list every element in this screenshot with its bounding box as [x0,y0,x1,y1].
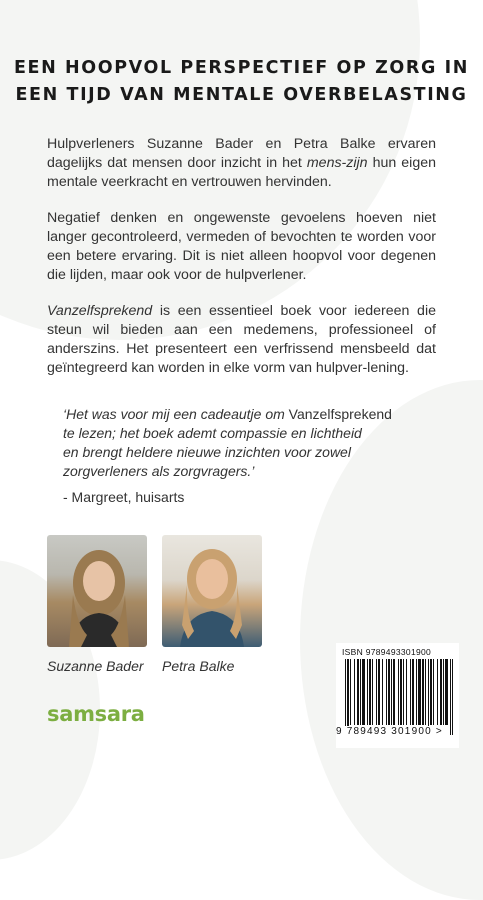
barcode-bar [345,659,346,735]
quote-line: te lezen; het boek ademt compassie en lichtheid [63,425,362,441]
author-caption: Suzanne Bader [47,658,144,674]
barcode-bar [403,659,404,725]
barcode-bar [433,659,434,725]
barcode-bar [378,659,380,725]
isbn-digits [336,726,458,737]
barcode-bar [369,659,371,725]
barcode-bar [367,659,368,725]
barcode-bar [386,659,387,725]
barcode-bar [437,659,438,725]
quote-line: en brengt heldere nieuwe inzichten voor zowel [63,444,351,460]
barcode-bar [445,659,448,725]
barcode-bar [354,659,355,725]
headline-line: EEN TIJD VAN MENTALE OVERBELASTING [15,85,468,105]
book-title: Vanzelfsprekend [288,406,392,422]
barcode-bar [430,659,432,725]
barcode-bar [428,659,429,735]
barcode-bar [406,659,407,725]
barcode-bar [450,659,451,735]
barcode-bar [452,659,453,735]
text: is een essentieel boek voor iedereen die steun wil bieden aan een medemens, professioneel of anderszins. Het presenteert een verfrissend mensbeeld dat geïntegreerd kan worden in elke vorm van hulpver-lening. [47,303,436,376]
blurb-paragraph [47,302,436,378]
barcode-bar [418,659,421,725]
barcode-bar [443,659,444,725]
barcode-bar [350,659,351,725]
testimonial-quote [63,405,423,481]
barcode-bar [372,659,373,725]
barcode-bar [400,659,402,725]
headline [0,55,483,109]
blurb [47,135,436,395]
quote-line: zorgverleners als zorgvragers.’ [63,463,255,479]
barcode-bar [357,659,359,725]
barcode-bar [416,659,417,725]
text: Hulpverleners Suzanne Bader en Petra Balke ervaren dagelijks dat mensen door inzicht in het [47,136,436,171]
barcode-bar [388,659,390,725]
blurb-paragraph [47,135,436,192]
barcode-bar [391,659,392,725]
isbn-label: ISBN 9789493301900 [342,647,432,657]
headline-line: EEN HOOPVOL PERSPECTIEF OP ZORG IN [13,58,469,78]
publisher-logo: samsara [47,702,145,726]
book-title: Vanzelfsprekend [47,303,153,319]
text: ‘Het was voor mij een cadeautje om [63,406,289,422]
emphasis: mens-zijn [306,155,368,171]
barcode-bar [393,659,395,725]
author-caption: Petra Balke [162,658,235,674]
barcode-bar [347,659,349,735]
barcode-bar [425,659,426,725]
barcode-bar [376,659,377,725]
blurb-paragraph: Negatief denken en ongewenste gevoelens hoeven niet langer gecontroleerd, vermeden of bevochten te worden voor een betere ervaring. Dit is niet alleen hoopvol voor degenen die lijden, maar ook voor de hulpverlener. [47,210,436,283]
barcode-bar [362,659,365,725]
barcode-bar [360,659,361,725]
quote-attribution: - Margreet, huisarts [63,489,185,505]
barcode [345,659,453,735]
text: hun eigen mentale veerkracht en vertrouwen hervinden. [47,155,436,190]
quote-line [63,405,423,424]
barcode-bar [422,659,424,725]
author-photo-petra [162,535,262,647]
isbn-digits-text: 9 789493 301900 > [336,726,443,737]
author-photo-suzanne [47,535,147,647]
barcode-bar [410,659,411,725]
barcode-bar [440,659,442,725]
barcode-bar [412,659,414,725]
barcode-bar [398,659,399,725]
barcode-bar [382,659,383,725]
